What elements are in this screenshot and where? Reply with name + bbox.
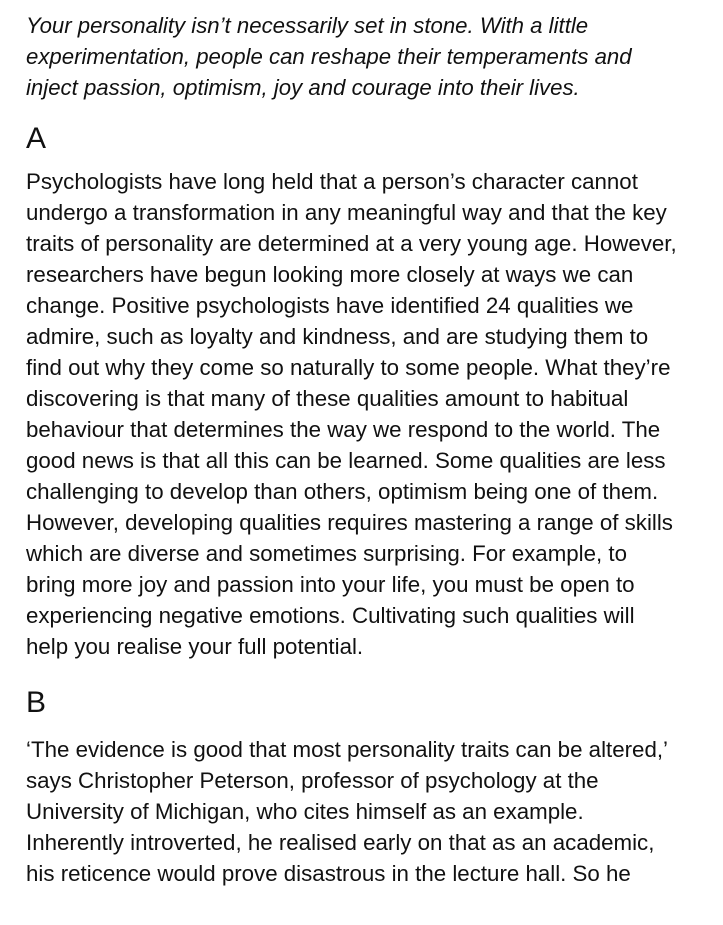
section-a-paragraph: [26, 166, 723, 662]
text-line: help you realise your full potential.: [26, 634, 364, 659]
text-line: experiencing negative emotions. Cultivating such qualities will: [26, 603, 635, 628]
intro-line: experimentation, people can reshape their temperaments and: [26, 44, 632, 69]
text-line: traits of personality are determined at a very young age. However,: [26, 231, 677, 256]
text-line: Psychologists have long held that a person’s character cannot: [26, 169, 638, 194]
text-line: change. Positive psychologists have identified 24 qualities we: [26, 293, 634, 318]
intro-line: Your personality isn’t necessarily set in stone. With a little: [26, 13, 589, 38]
text-line: University of Michigan, who cites himself as an example.: [26, 799, 584, 824]
section-b-paragraph: [26, 734, 723, 889]
text-line: says Christopher Peterson, professor of psychology at the: [26, 768, 599, 793]
text-line: ‘The evidence is good that most personality traits can be altered,’: [26, 737, 669, 762]
intro-line: inject passion, optimism, joy and courage into their lives.: [26, 75, 580, 100]
text-line: behaviour that determines the way we respond to the world. The: [26, 417, 661, 442]
text-line: discovering is that many of these qualities amount to habitual: [26, 386, 629, 411]
text-line: However, developing qualities requires mastering a range of skills: [26, 510, 673, 535]
text-line: bring more joy and passion into your life, you must be open to: [26, 572, 635, 597]
text-line: which are diverse and sometimes surprising. For example, to: [26, 541, 628, 566]
text-line: his reticence would prove disastrous in the lecture hall. So he: [26, 861, 631, 886]
section-heading-a: A: [26, 122, 47, 155]
text-line: undergo a transformation in any meaningful way and that the key: [26, 200, 667, 225]
text-line: good news is that all this can be learned. Some qualities are less: [26, 448, 666, 473]
article: [26, 10, 723, 889]
text-line: find out why they come so naturally to some people. What they’re: [26, 355, 671, 380]
text-line: Inherently introverted, he realised early on that as an academic,: [26, 830, 655, 855]
text-line: researchers have begun looking more closely at ways we can: [26, 262, 634, 287]
text-line: challenging to develop than others, optimism being one of them.: [26, 479, 659, 504]
intro-paragraph: [26, 10, 723, 103]
text-line: admire, such as loyalty and kindness, and are studying them to: [26, 324, 649, 349]
section-heading-b: B: [26, 686, 47, 719]
